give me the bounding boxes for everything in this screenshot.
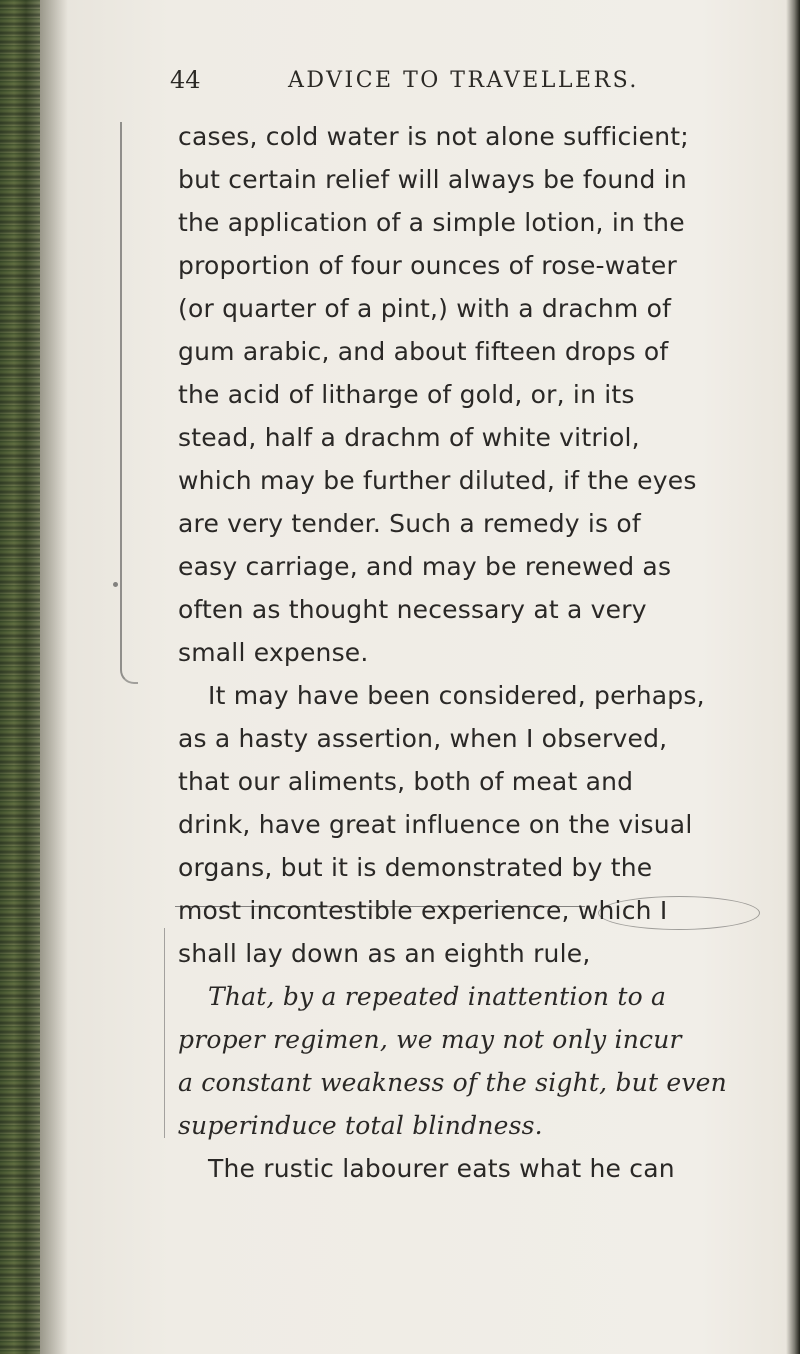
- pencil-margin-mark: [113, 582, 118, 587]
- text-line: but certain relief will always be found in: [178, 165, 687, 194]
- text-line: gum arabic, and about fifteen drops of: [178, 337, 669, 366]
- text-line: shall lay down as an eighth rule,: [178, 939, 591, 968]
- paragraph-start-line: It may have been considered, perhaps,: [208, 681, 705, 710]
- pencil-margin-bracket: [120, 122, 138, 684]
- text-line: easy carriage, and may be renewed as: [178, 552, 672, 581]
- text-line: organs, but it is demonstrated by the: [178, 853, 653, 882]
- paragraph-start-line: The rustic labourer eats what he can: [208, 1154, 675, 1183]
- page-number: 44: [170, 66, 201, 94]
- text-line: are very tender. Such a remedy is of: [178, 509, 641, 538]
- text-line: which may be further diluted, if the eyes: [178, 466, 697, 495]
- text-line: small expense.: [178, 638, 369, 667]
- text-line: most incontestible experience, which I: [178, 896, 668, 925]
- text-line: the acid of litharge of gold, or, in its: [178, 380, 635, 409]
- italic-rule-line: a constant weakness of the sight, but even: [178, 1068, 727, 1097]
- text-line: as a hasty assertion, when I observed,: [178, 724, 668, 753]
- italic-rule-line: proper regimen, we may not only incur: [178, 1025, 682, 1054]
- text-line: proportion of four ounces of rose-water: [178, 251, 677, 280]
- text-line: often as thought necessary at a very: [178, 595, 647, 624]
- book-binding: [0, 0, 40, 1354]
- italic-rule-line: superinduce total blindness.: [178, 1111, 543, 1140]
- text-line: that our aliments, both of meat and: [178, 767, 634, 796]
- text-line: drink, have great influence on the visual: [178, 810, 693, 839]
- text-line: stead, half a drachm of white vitriol,: [178, 423, 640, 452]
- gutter-shadow: [40, 0, 68, 1354]
- text-line: the application of a simple lotion, in the: [178, 208, 685, 237]
- body-text: [178, 115, 758, 1190]
- pencil-margin-line: [164, 928, 175, 1138]
- italic-rule-line: That, by a repeated inattention to a: [208, 982, 667, 1011]
- running-head: [170, 66, 770, 106]
- text-line: (or quarter of a pint,) with a drachm of: [178, 294, 672, 323]
- running-title: ADVICE TO TRAVELLERS.: [288, 68, 639, 93]
- text-line: cases, cold water is not alone sufficient;: [178, 122, 689, 151]
- page-edge-shadow: [786, 0, 800, 1354]
